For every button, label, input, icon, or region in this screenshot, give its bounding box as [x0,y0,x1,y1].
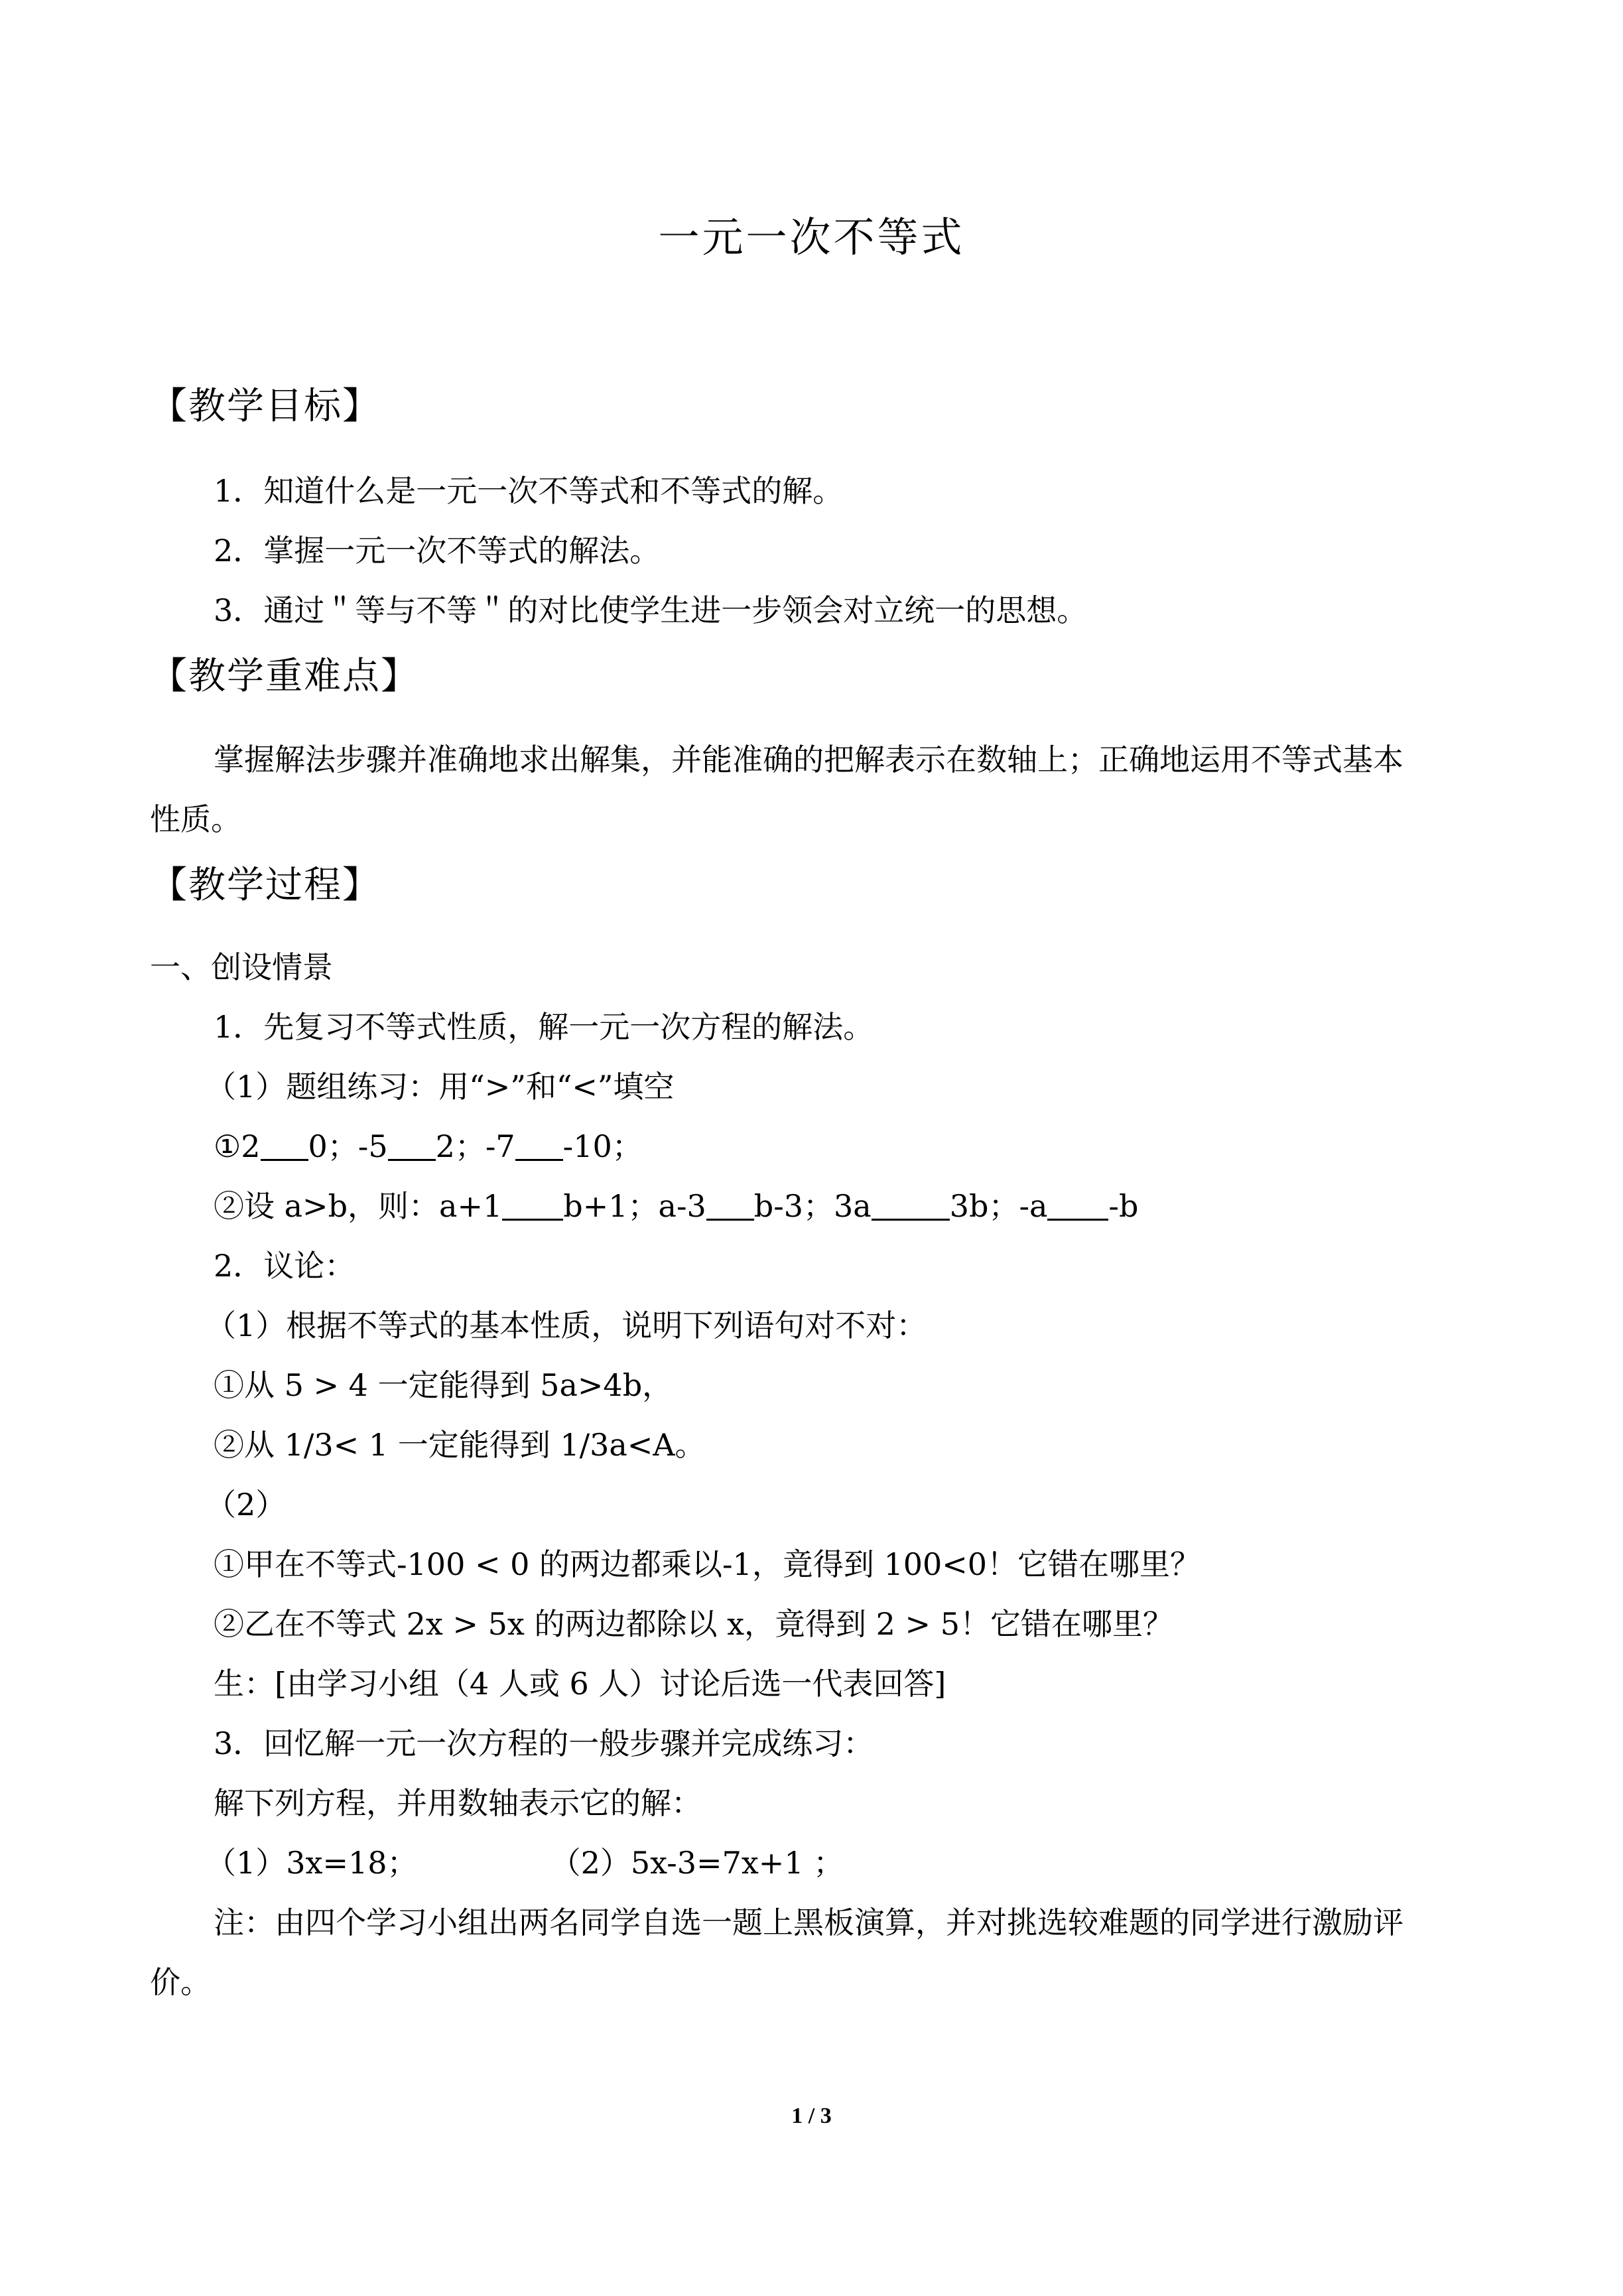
key-points-text-line2: 性质。 [150,801,241,837]
exercise-text: -10； [562,1128,643,1164]
question-4: ②乙在不等式 2x > 5x 的两边都除以 x，竟得到 2 > 5！它错在哪里？ [214,1606,1173,1642]
exercise-text: b+1；a-3 [563,1188,706,1224]
step2-sub1: （1）根据不等式的基本性质，说明下列语句对不对： [206,1308,927,1343]
step3-description: 解下列方程，并用数轴表示它的解： [214,1785,702,1821]
note-line2: 价。 [150,1964,211,2000]
part1-title: 一、创设情景 [150,949,333,985]
key-points-heading: 【教学重难点】 [150,655,419,698]
exercise-text: b-3；3a [753,1188,872,1224]
objective-item: 3．通过＂等与不等＂的对比使学生进一步领会对立统一的思想。 [214,592,1088,628]
step1-text: 1．先复习不等式性质，解一元一次方程的解法。 [214,1009,874,1045]
process-heading: 【教学过程】 [150,864,381,907]
exercise-text: 3b；-a [949,1188,1048,1224]
student-answer-note: 生：[由学习小组（4 人或 6 人）讨论后选一代表回答] [214,1666,946,1702]
objectives-heading: 【教学目标】 [150,385,381,428]
exercise-row-1 [214,1126,643,1166]
fill-blank [261,1130,308,1161]
fill-blank [706,1189,754,1221]
fill-blank [1047,1189,1108,1221]
question-1: ①从 5 > 4 一定能得到 5a>4b， [214,1367,673,1403]
exercise-text: ②设 a>b，则：a+1 [214,1188,503,1224]
question-2: ②从 1/3< 1 一定能得到 1/3a<A。 [214,1427,706,1463]
exercise-text: 0；-5 [308,1128,388,1164]
exercise-text: 2；-7 [435,1128,515,1164]
document-title: 一元一次不等式 [658,213,965,261]
key-points-text-line1: 掌握解法步骤并准确地求出解集，并能准确的把解表示在数轴上；正确地运用不等式基本 [214,742,1403,777]
exercise-text: -b [1108,1188,1139,1224]
objective-item: 2．掌握一元一次不等式的解法。 [214,533,661,569]
fill-blank [388,1130,436,1161]
question-3: ①甲在不等式-100 < 0 的两边都乘以-1，竟得到 100<0！它错在哪里？ [214,1546,1201,1582]
fill-blank [872,1189,950,1221]
step1-sub1: （1）题组练习：用“>”和“<”填空 [206,1069,675,1105]
step2-text: 2．议论： [214,1248,356,1284]
fill-blank [515,1130,563,1161]
page-number: 1 / 3 [791,2104,832,2128]
note-line1: 注：由四个学习小组出两名同学自选一题上黑板演算，并对挑选较难题的同学进行激励评 [214,1905,1403,1940]
step2-sub2: （2） [206,1487,287,1522]
equation-2: （2）5x-3=7x+1 ； [550,1845,844,1881]
equations-row [206,1843,844,1883]
step3-text: 3．回忆解一元一次方程的一般步骤并完成练习： [214,1725,874,1761]
exercise-text: ①2 [214,1128,261,1164]
equation-1: （1）3x=18； [206,1845,418,1881]
fill-blank [502,1189,563,1221]
objective-item: 1．知道什么是一元一次不等式和不等式的解。 [214,473,844,509]
exercise-row-2 [214,1186,1138,1226]
